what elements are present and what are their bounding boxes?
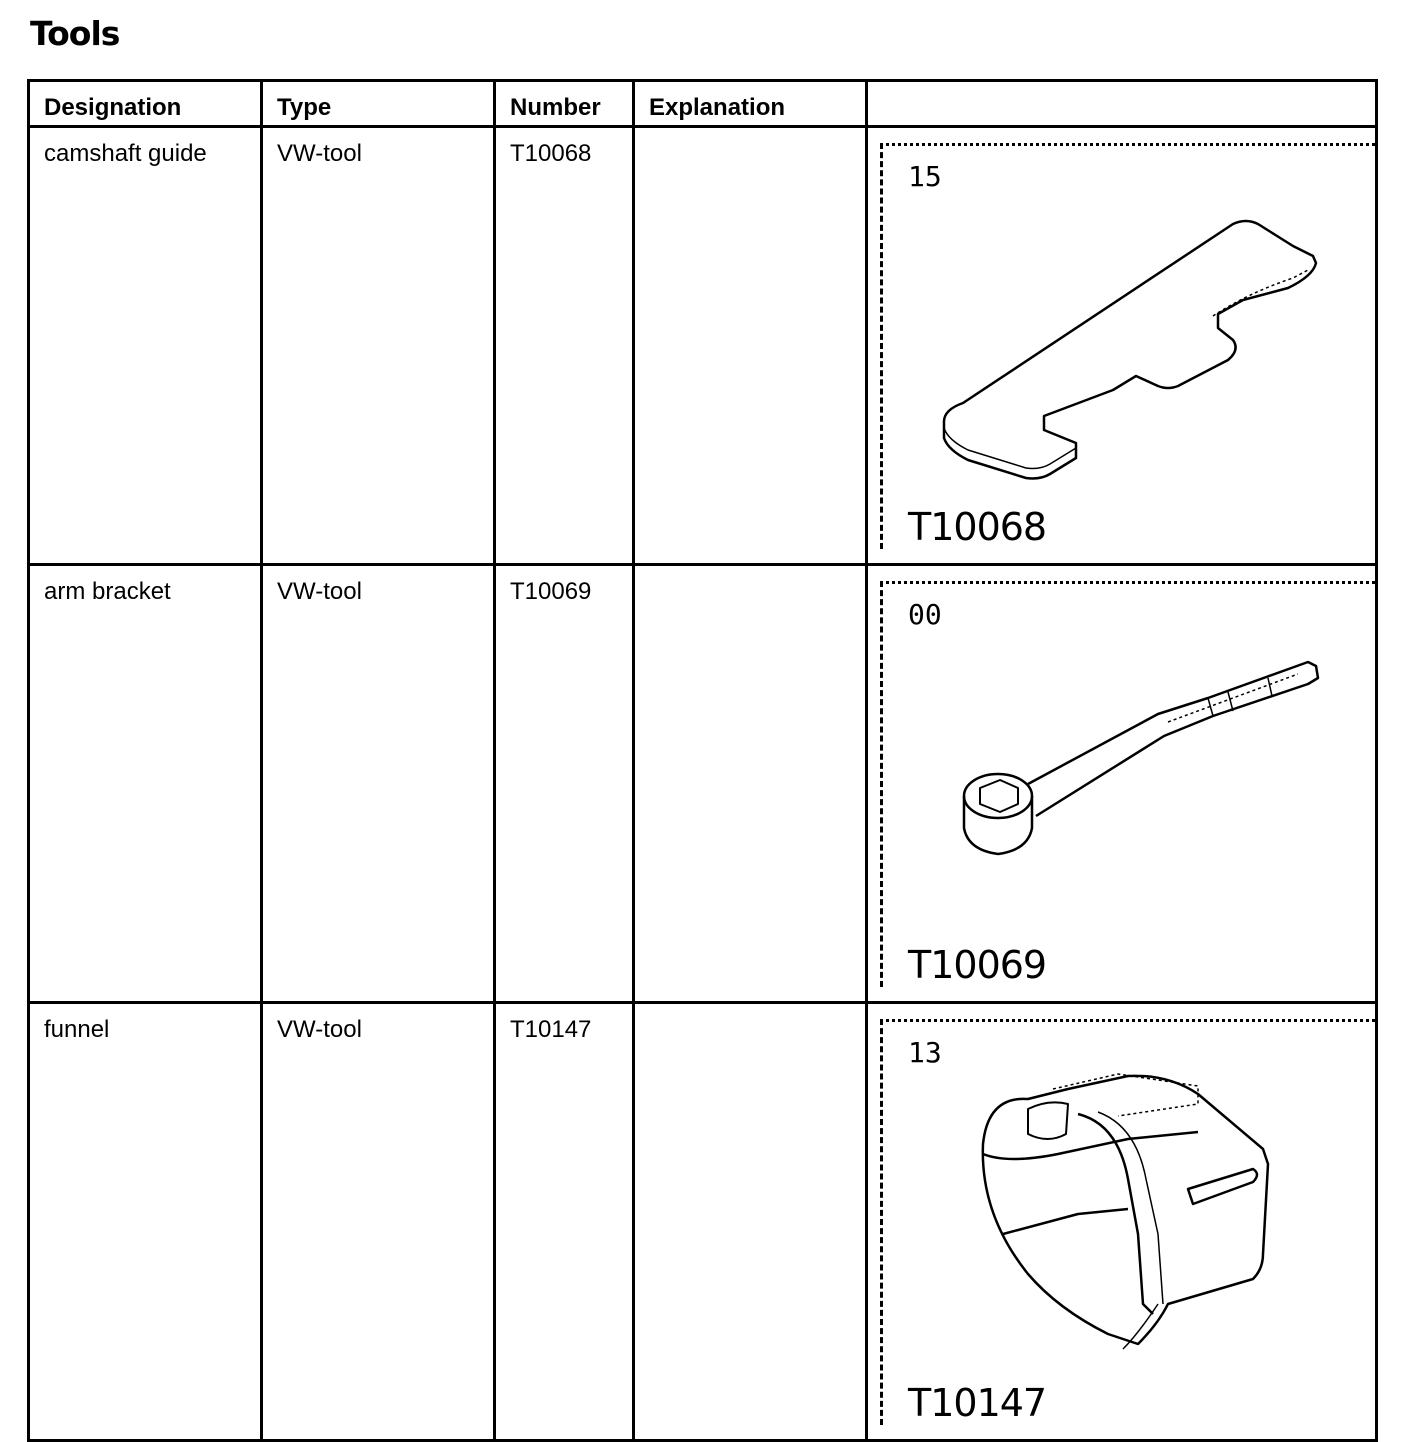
tool-image-cell [867,127,1377,565]
figure-label: T10147 [908,1381,1047,1425]
header-image [867,81,1377,127]
table-row [29,1003,1377,1441]
tool-image-cell [867,565,1377,1003]
figure-label: T10069 [908,943,1047,987]
tools-table [27,79,1378,1442]
figure-code: 15 [908,160,942,193]
tool-image-cell [867,1003,1377,1441]
arm-bracket-drawing [868,566,1376,989]
figure-label: T10068 [908,505,1047,549]
designation-cell: arm bracket [29,565,262,1003]
figure-code: 00 [908,598,942,631]
table-row [29,127,1377,565]
header-number: Number [495,81,634,127]
designation-cell: funnel [29,1003,262,1441]
table-header-row [29,81,1377,127]
type-cell: VW-tool [262,1003,495,1441]
number-cell: T10147 [495,1003,634,1441]
explanation-cell [634,1003,867,1441]
figure-code: 13 [908,1036,942,1069]
type-cell: VW-tool [262,565,495,1003]
header-explanation: Explanation [634,81,867,127]
number-cell: T10069 [495,565,634,1003]
header-type: Type [262,81,495,127]
header-designation: Designation [29,81,262,127]
table-row [29,565,1377,1003]
designation-cell: camshaft guide [29,127,262,565]
page-title: Tools [30,14,120,53]
type-cell: VW-tool [262,127,495,565]
number-cell: T10068 [495,127,634,565]
explanation-cell [634,565,867,1003]
camshaft-guide-drawing [868,128,1376,551]
explanation-cell [634,127,867,565]
funnel-drawing [868,1004,1376,1441]
